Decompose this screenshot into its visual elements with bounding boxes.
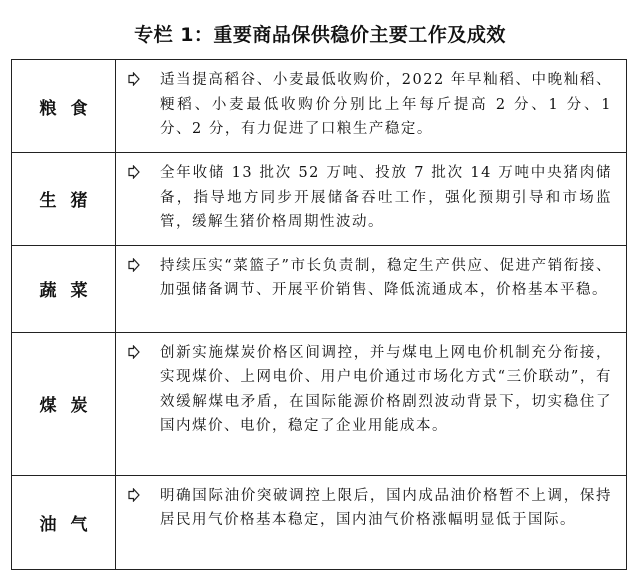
column-title: 专栏 1：重要商品保供稳价主要工作及成效 — [134, 24, 506, 46]
measures-table — [11, 59, 627, 570]
category-label: 油气 — [39, 514, 102, 535]
category-label: 煤炭 — [39, 396, 102, 416]
description-text: 全年收储 13 批次 52 万吨、投放 7 批次 14 万吨中央猪肉储备，指导地方同步开展储备吞吐工作，强化预期引导和市场监管，缓解生猪价格周期性波动。 — [160, 165, 612, 230]
category-cell — [12, 332, 116, 475]
description-text: 创新实施煤炭价格区间调控，并与煤电上网电价机制充分衔接，实现煤价、上网电价、用户电价通过市场化方式“三价联动”，有效缓解煤电矛盾，在国际能源价格剧烈波动背景下，切实稳住了国内煤价、电价，稳定了企业用能成本。 — [160, 344, 612, 434]
table-row — [12, 153, 627, 246]
hollow-right-arrow-icon — [126, 72, 142, 86]
description-cell — [116, 153, 627, 246]
hollow-right-arrow-icon — [126, 258, 142, 272]
table-row — [12, 332, 627, 475]
description-cell — [116, 245, 627, 332]
description-text: 持续压实“菜篮子”市长负责制，稳定生产供应、促进产销衔接、加强储备调节、开展平价销售、降低流通成本，价格基本平稳。 — [160, 257, 612, 298]
description-text: 适当提高稻谷、小麦最低收购价，2022 年早籼稻、中晚籼稻、粳稻、小麦最低收购价分别比上年每斤提高 2 分、1 分、1 分、2 分，有力促进了口粮生产稳定。 — [160, 72, 612, 137]
category-label: 生猪 — [39, 191, 102, 212]
category-cell — [12, 245, 116, 332]
category-cell — [12, 475, 116, 569]
table-row — [12, 475, 627, 569]
hollow-right-arrow-icon — [126, 165, 142, 179]
hollow-right-arrow-icon — [126, 488, 142, 502]
description-cell — [116, 475, 627, 569]
category-cell — [12, 60, 116, 153]
table-row — [12, 245, 627, 332]
description-text: 明确国际油价突破调控上限后，国内成品油价格暂不上调，保持居民用气价格基本稳定，国内油气价格涨幅明显低于国际。 — [160, 487, 612, 528]
description-cell — [116, 60, 627, 153]
category-cell — [12, 153, 116, 246]
description-cell — [116, 332, 627, 475]
hollow-right-arrow-icon — [126, 345, 142, 359]
category-label: 粮食 — [39, 98, 102, 119]
table-row — [12, 60, 627, 153]
category-label: 蔬菜 — [39, 281, 102, 301]
